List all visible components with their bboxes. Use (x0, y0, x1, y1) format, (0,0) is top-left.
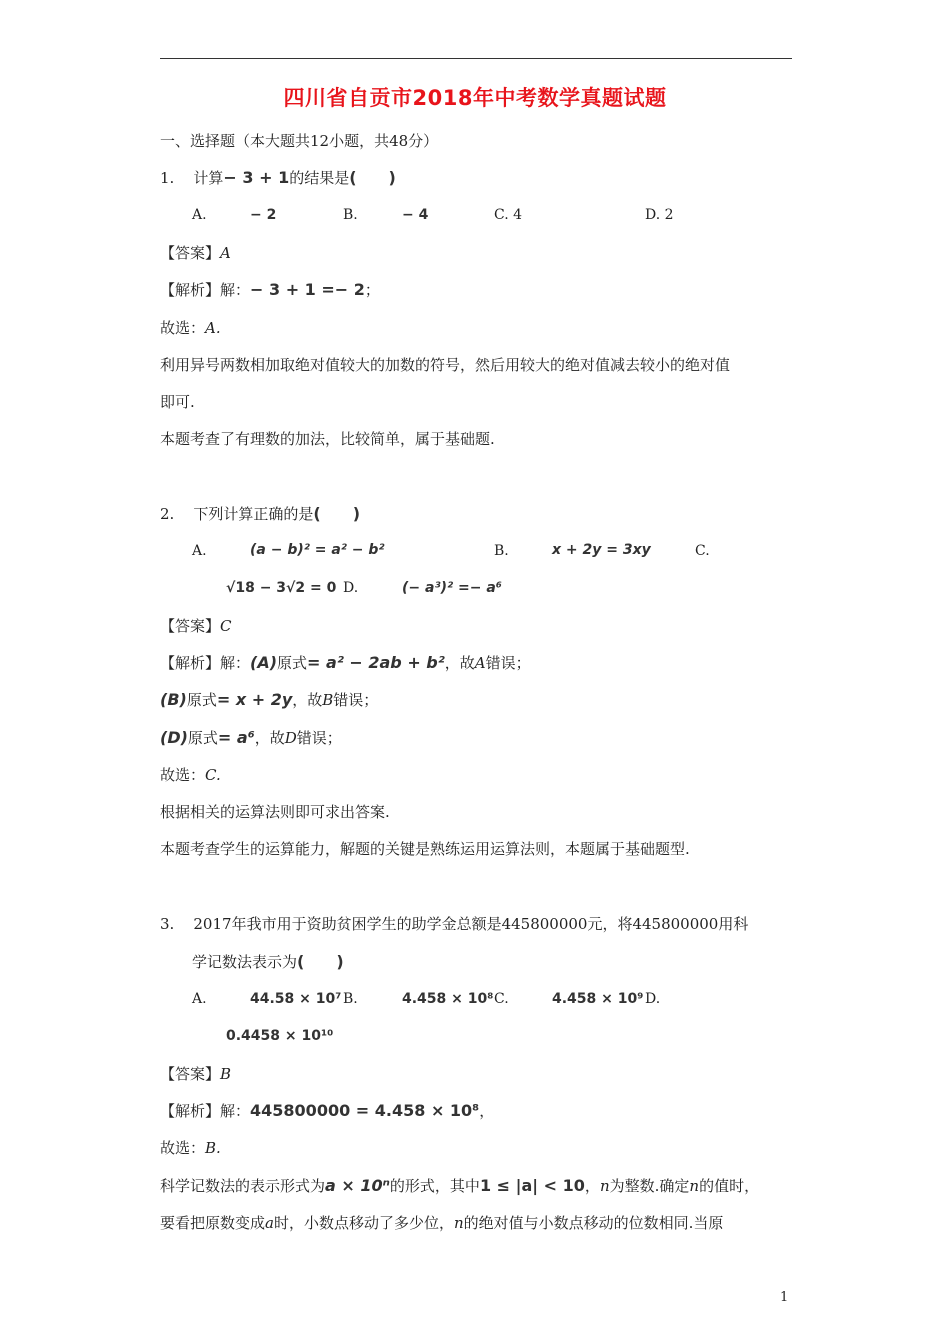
q1-explain-line-1: 利用异号两数相加取绝对值较大的加数的符号，然后用较大的绝对值减去较小的绝对值 (160, 356, 731, 374)
q3-explain1-math1: a × 10ⁿ (325, 1176, 390, 1195)
q3-answer (160, 1064, 231, 1084)
q2-line-d-prefix: (D) (160, 728, 188, 747)
q1-analysis-math: − 3 + 1 =− 2 (250, 280, 365, 299)
q1-analysis-end: ； (364, 281, 380, 299)
q2-choose (160, 765, 221, 785)
q3-choose-value: B. (205, 1139, 221, 1157)
q2-line-d-math: = a⁶ (217, 728, 255, 747)
q3-answer-label: 【答案】 (160, 1065, 221, 1083)
q3-analysis-end: ， (479, 1102, 495, 1120)
q2-option-a-math: (a − b)² = a² − b² (250, 542, 385, 558)
q3-answer-value: B (220, 1065, 232, 1083)
q3-option-c-math: 4.458 × 10⁹ (552, 991, 644, 1007)
q2-paren: ( ) (313, 504, 361, 523)
q2-number: 2. (160, 505, 175, 523)
q1-stem-text: 计算 (193, 169, 224, 187)
q2-answer-label: 【答案】 (160, 617, 221, 635)
q2-line-d-text: 原式 (187, 729, 218, 747)
q2-line-a-math: = a² − 2ab + b² (307, 653, 445, 672)
q3-explain2-n: n (453, 1214, 464, 1232)
q3-explain1-n2: n (689, 1177, 700, 1195)
q2-line-b-tail1: ，故 (292, 691, 323, 709)
q2-option-b-math: x + 2y = 3xy (552, 542, 651, 558)
q2-line-b-letter: B (322, 691, 334, 709)
q3-explain1-math2: 1 ≤ |a| < 10 (479, 1176, 585, 1195)
q1-stem-math: − 3 + 1 (223, 168, 290, 187)
q1-summary: 本题考查了有理数的加法，比较简单，属于基础题. (160, 430, 495, 448)
q3-explain-line-1 (160, 1176, 759, 1196)
q1-explain-line-2: 即可. (160, 393, 195, 411)
q2-stem-text: 下列计算正确的是 (193, 505, 314, 523)
q1-option-b-math: − 4 (402, 207, 429, 223)
q2-answer-value: C (220, 617, 232, 635)
q2-analysis-a (160, 653, 531, 673)
q2-line-a-tail1: ，故 (444, 654, 475, 672)
q3-option-b-math: 4.458 × 10⁸ (402, 991, 494, 1007)
q3-explain1-b: 的形式，其中 (389, 1177, 480, 1195)
q2-line-d-tail2: 错误； (296, 729, 342, 747)
q3-option-b-label: B. (343, 991, 358, 1007)
q1-answer-label: 【答案】 (160, 244, 221, 262)
q3-choose-label: 故选： (160, 1139, 206, 1157)
q3-explain-line-2 (160, 1213, 723, 1233)
section-heading: 一、选择题（本大题共12小题，共48分） (160, 132, 439, 150)
q3-stem-1: 2017年我市用于资助贫困学生的助学金总额是445800000元，将445800000用科 (193, 915, 749, 933)
page-number: 1 (780, 1290, 789, 1305)
q1-option-a-label: A. (192, 207, 207, 223)
q1-analysis (160, 280, 380, 300)
q2-option-a-label: A. (192, 543, 207, 559)
q3-stem-2: 学记数法表示为 (192, 953, 298, 971)
q2-analysis-label: 【解析】解： (160, 654, 251, 672)
q3-number: 3. (160, 915, 175, 933)
q3-analysis-label: 【解析】解： (160, 1102, 251, 1120)
q1-stem-tail: 的结果是 (289, 169, 350, 187)
q2-line-b-math: = x + 2y (216, 690, 293, 709)
q1-choose-value: A. (205, 319, 221, 337)
q1-answer (160, 243, 231, 263)
q2-summary: 本题考查学生的运算能力，解题的关键是熟练运用运算法则，本题属于基础题型. (160, 840, 690, 858)
q1-option-d: D. 2 (645, 207, 674, 223)
q1-stem (160, 168, 396, 188)
q2-analysis-b (160, 690, 378, 710)
q2-option-d-label: D. (343, 580, 359, 596)
q1-answer-value: A (220, 244, 231, 262)
q2-line-a-text: 原式 (277, 654, 308, 672)
top-rule (160, 58, 792, 59)
q3-option-a-label: A. (192, 991, 207, 1007)
q3-explain2-c: 的绝对值与小数点移动的位数相同.当原 (463, 1214, 724, 1232)
q2-explain: 根据相关的运算法则即可求出答案. (160, 803, 390, 821)
q2-option-d-math: (− a³)² =− a⁶ (402, 580, 502, 596)
q1-number: 1. (160, 169, 175, 187)
q3-stem-line-2 (192, 952, 344, 972)
q2-option-b-label: B. (494, 543, 509, 559)
q1-option-b-label: B. (343, 207, 358, 223)
q3-option-d-label: D. (645, 991, 661, 1007)
q3-option-c-label: C. (494, 991, 509, 1007)
q3-explain2-b: 时，小数点移动了多少位， (273, 1214, 454, 1232)
q3-explain1-d: 为整数.确定 (609, 1177, 690, 1195)
q2-option-c-math: √18 − 3√2 = 0 (226, 580, 337, 596)
q3-analysis (160, 1101, 494, 1121)
q3-option-a-math: 44.58 × 10⁷ (250, 991, 342, 1007)
q1-choose-label: 故选： (160, 319, 206, 337)
q2-stem (160, 504, 360, 524)
q2-option-c-label: C. (695, 543, 710, 559)
q3-paren: ( ) (297, 952, 344, 971)
q1-analysis-label: 【解析】解： (160, 281, 251, 299)
q3-explain1-e: 的值时， (699, 1177, 760, 1195)
q3-explain1-n: n (599, 1177, 610, 1195)
q2-choose-label: 故选： (160, 766, 206, 784)
q2-analysis-d (160, 728, 342, 748)
q3-stem-line-1 (160, 914, 748, 934)
q2-line-b-tail2: 错误； (333, 691, 379, 709)
q1-choose (160, 318, 221, 338)
q2-choose-value: C. (205, 766, 221, 784)
page-title: 四川省自贡市2018年中考数学真题试题 (283, 86, 667, 110)
q3-explain2-a: 要看把原数变成 (160, 1214, 266, 1232)
q3-option-d-math: 0.4458 × 10¹⁰ (226, 1028, 334, 1044)
q3-choose (160, 1138, 221, 1158)
q3-explain1-a: 科学记数法的表示形式为 (160, 1177, 326, 1195)
q3-explain1-c: ， (584, 1177, 600, 1195)
q1-option-a-math: − 2 (250, 207, 277, 223)
q2-line-a-tail2: 错误； (485, 654, 531, 672)
q3-explain2-ai: a (265, 1214, 274, 1232)
q2-line-a-prefix: (A) (250, 653, 278, 672)
q2-line-b-text: 原式 (186, 691, 217, 709)
q1-option-c: C. 4 (494, 207, 523, 223)
q2-line-d-letter: D (284, 729, 297, 747)
q2-line-a-letter: A (474, 654, 486, 672)
q2-answer (160, 616, 232, 636)
q1-paren: ( ) (349, 168, 396, 187)
q3-analysis-math: 445800000 = 4.458 × 10⁸ (250, 1101, 480, 1120)
q2-line-d-tail1: ，故 (254, 729, 285, 747)
q2-line-b-prefix: (B) (160, 690, 187, 709)
